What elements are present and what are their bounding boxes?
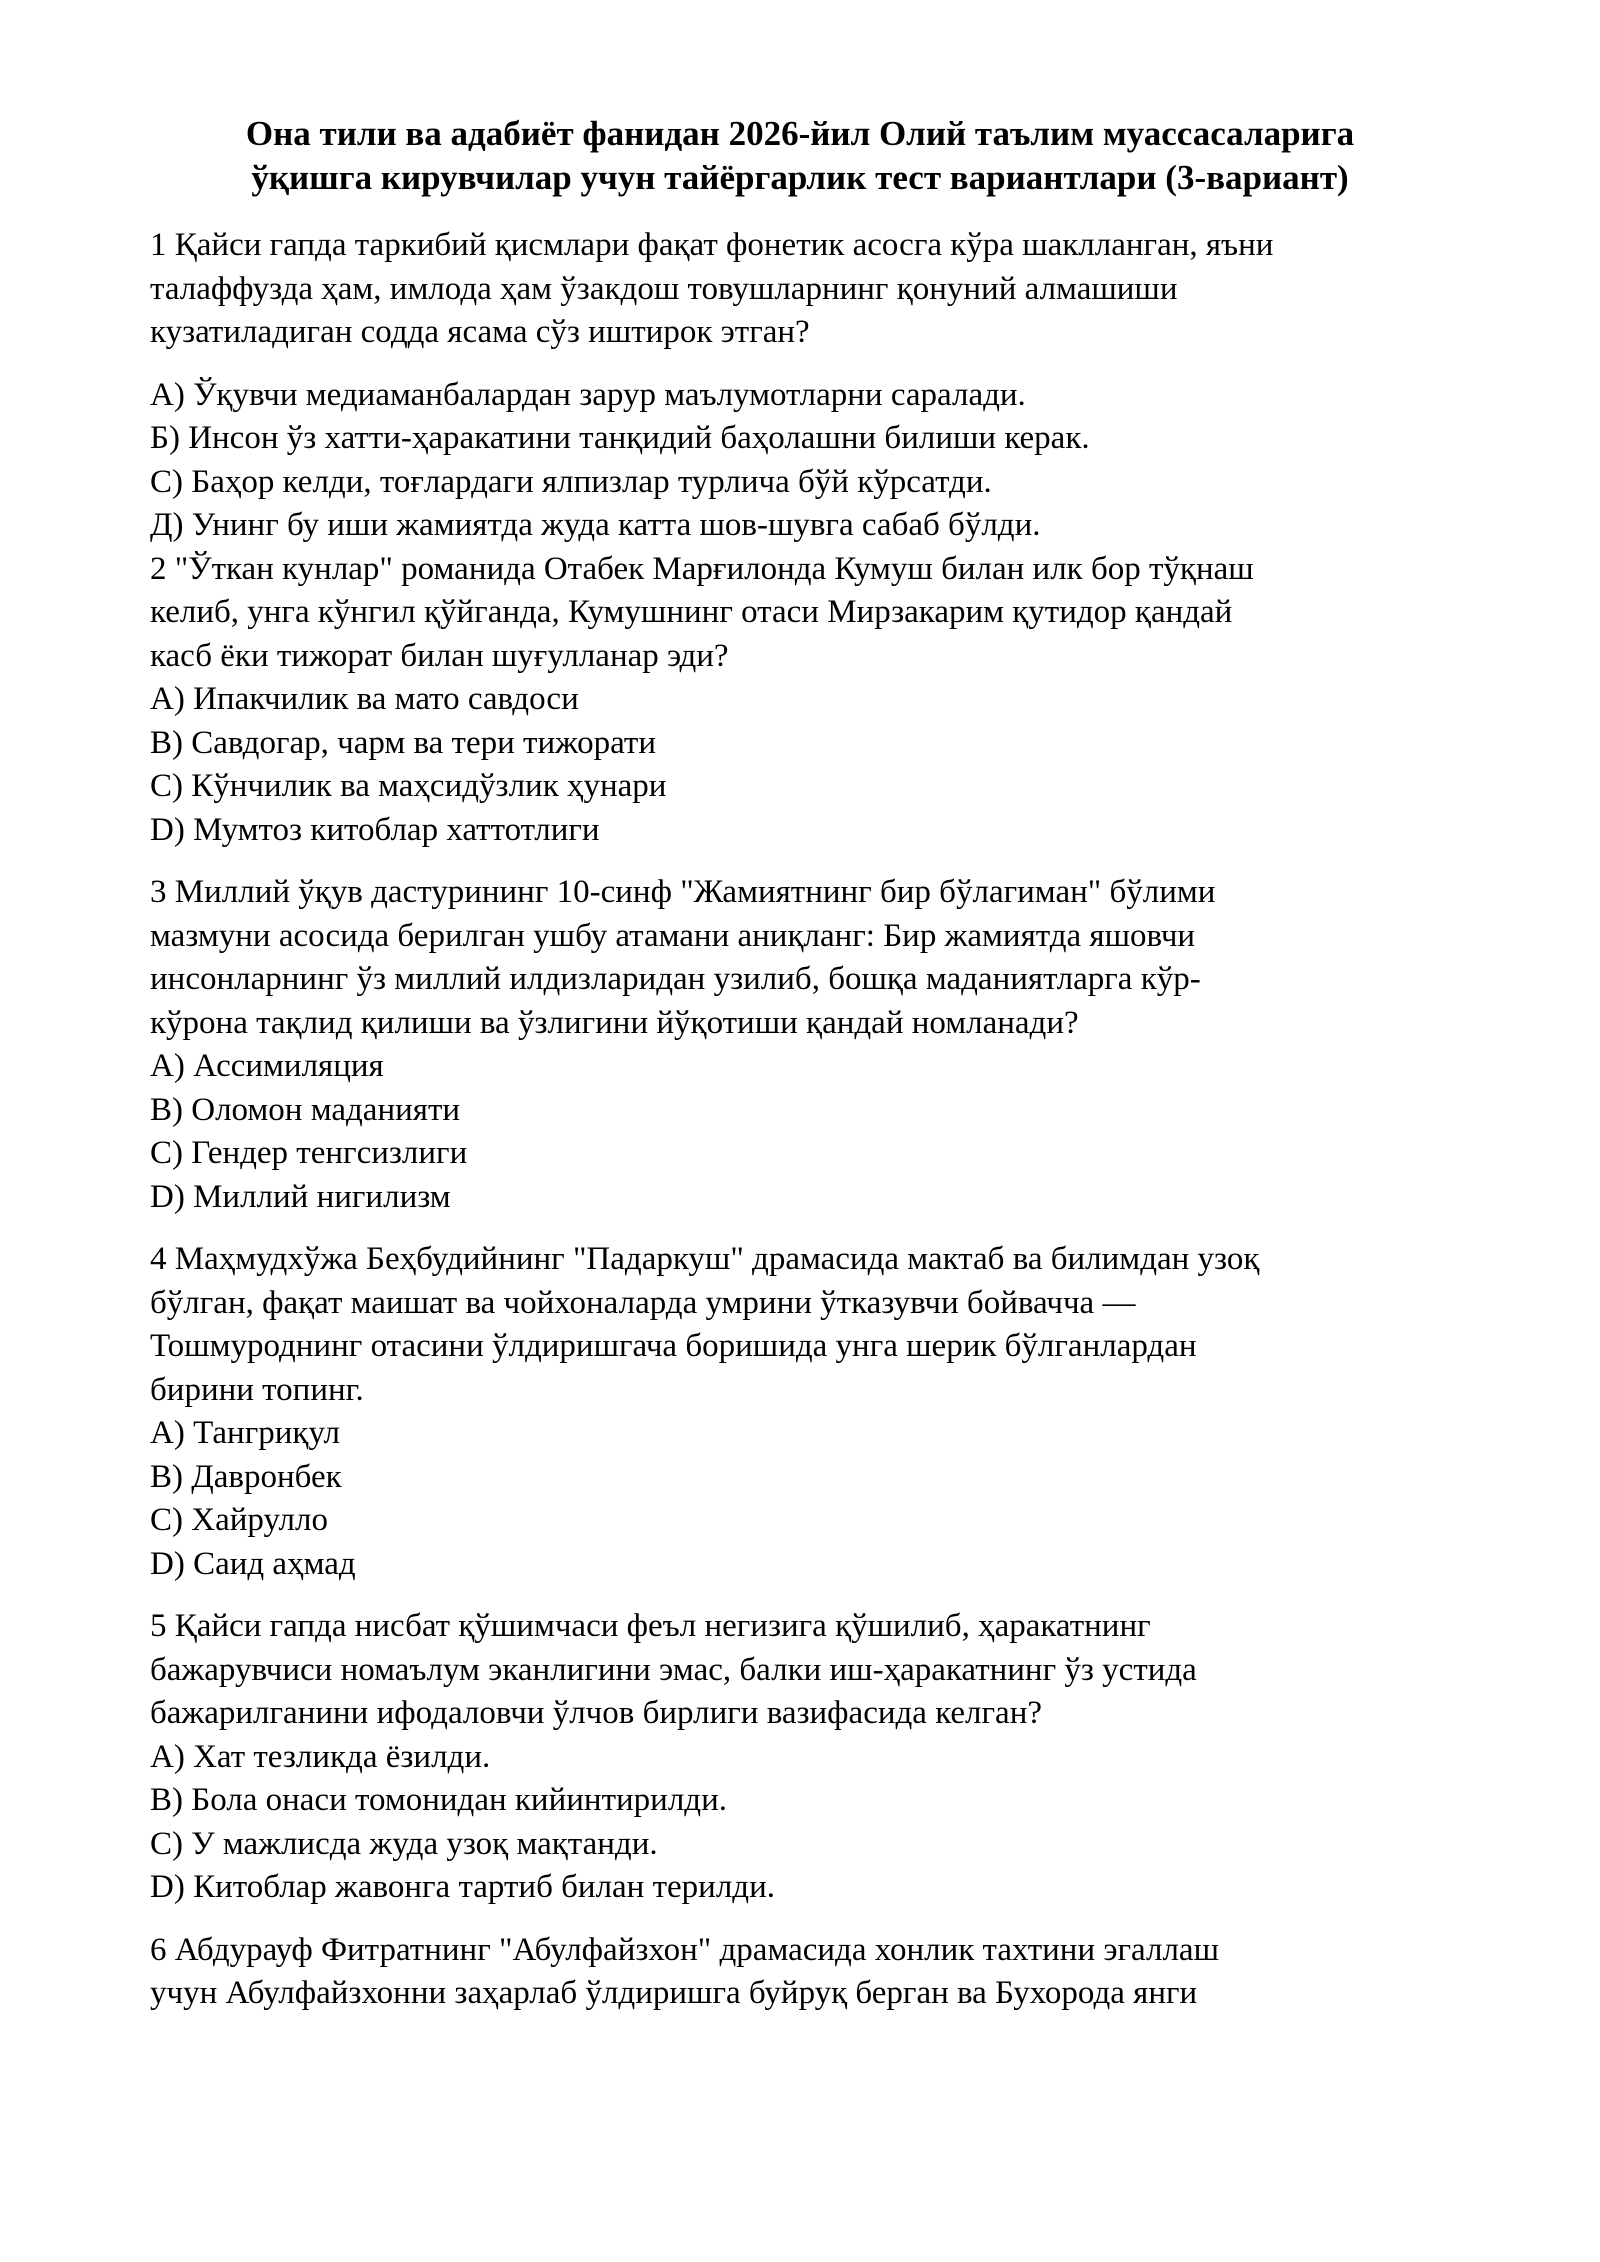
question-text-line: бажарилганини ифодаловчи ўлчов бирлиги вазифасида келган? <box>150 1695 1043 1731</box>
question-text-line: инсонларнинг ўз миллий илдизларидан узилиб, бошқа маданиятларга кўр- <box>150 961 1201 997</box>
question-text-line: Тошмуроднинг отасини ўлдиришгача боришида унга шерик бўлганлардан <box>150 1328 1197 1364</box>
question-text-line: бирини топинг. <box>150 1371 364 1408</box>
answer-option-b: Б) Инсон ўз хатти-ҳаракатини танқидий баҳолашни билиши керак. <box>150 420 1090 456</box>
question-text-line: келиб, унга кўнгил қўйганда, Кумушнинг отаси Мирзакарим қутидор қандай <box>150 594 1233 630</box>
question-text-line: 2 "Ўткан кунлар" романида Отабек Марғилонда Кумуш билан илк бор тўқнаш <box>150 550 1254 587</box>
answer-option-c: C) Гендер тенгсизлиги <box>150 1135 468 1171</box>
answer-options <box>150 1045 1470 1219</box>
answer-option-c: C) Кўнчилик ва маҳсидўзлик ҳунари <box>150 768 667 804</box>
answer-option-c: C) Хайрулло <box>150 1502 328 1538</box>
question-4 <box>150 1238 1470 1586</box>
answer-option-c: С) Баҳор келди, тоғлардаги ялпизлар турлича бўй кўрсатди. <box>150 463 992 500</box>
answer-option-c: C) У мажлисда жуда узоқ мақтанди. <box>150 1825 658 1862</box>
question-text-line: 5 Қайси гапда нисбат қўшимчаси феъл негизига қўшилиб, ҳаракатнинг <box>150 1608 1151 1644</box>
question-text-line: бажарувчиси номаълум эканлигини эмас, балки иш-ҳаракатнинг ўз устида <box>150 1651 1197 1688</box>
answer-option-d: Д) Унинг бу иши жамиятда жуда катта шов-шувга сабаб бўлди. <box>150 507 1041 543</box>
question-text-line: мазмуни асосида берилган ушбу атамани аниқланг: Бир жамиятда яшовчи <box>150 917 1196 954</box>
answer-option-a: A) Ассимиляция <box>150 1048 384 1084</box>
title-line-1: Она тили ва адабиёт фанидан 2026-йил Олий таълим муассасаларига <box>245 114 1355 153</box>
question-text-line: талаффузда ҳам, имлода ҳам ўзакдош товушларнинг қонуний алмашиши <box>150 270 1178 307</box>
question-6 <box>150 1929 1470 2016</box>
question-text-line: 1 Қайси гапда таркибий қисмлари фақат фонетик асосга кўра шаклланган, яъни <box>150 227 1274 263</box>
answer-option-d: D) Мумтоз китоблар хаттотлиги <box>150 811 600 848</box>
answer-options <box>150 1412 1470 1586</box>
answer-option-d: D) Миллий нигилизм <box>150 1178 451 1215</box>
question-3 <box>150 871 1470 1219</box>
answer-option-b: B) Савдогар, чарм ва тери тижорати <box>150 724 656 761</box>
question-text-line: бўлган, фақат маишат ва чойхоналарда умрини ўтказувчи бойвачча — <box>150 1284 1136 1321</box>
answer-option-a: A) Ипакчилик ва мато савдоси <box>150 681 579 717</box>
question-text-line: касб ёки тижорат билан шуғулланар эди? <box>150 637 729 674</box>
question-text-line: кузатиладиган содда ясама сўз иштирок этган? <box>150 314 810 350</box>
question-5 <box>150 1605 1470 1910</box>
question-text-line: 3 Миллий ўқув дастурининг 10-синф "Жамиятнинг бир бўлагиман" бўлими <box>150 874 1216 910</box>
question-1 <box>150 224 1470 548</box>
title-line-2: ўқишга кирувчилар учун тайёргарлик тест вариантлари (3-вариант) <box>251 158 1349 197</box>
answer-options <box>150 1736 1470 1910</box>
answer-option-a: A) Тангриқул <box>150 1415 340 1451</box>
answer-option-b: B) Давронбек <box>150 1458 342 1495</box>
document-title <box>150 112 1450 200</box>
answer-options <box>150 374 1470 548</box>
question-text-line: кўрона тақлид қилиши ва ўзлигини йўқотиши қандай номланади? <box>150 1004 1079 1041</box>
answer-option-a: A) Хат тезликда ёзилди. <box>150 1738 491 1775</box>
answer-option-a: А) Ўқувчи медиаманбалардан зарур маълумотларни саралади. <box>150 376 1026 413</box>
answer-option-d: D) Саид аҳмад <box>150 1545 356 1582</box>
questions-list <box>150 224 1470 2016</box>
answer-options <box>150 678 1470 852</box>
question-text-line: 4 Маҳмудхўжа Беҳбудийнинг "Падаркуш" драмасида мактаб ва билимдан узоқ <box>150 1241 1260 1277</box>
answer-option-b: B) Оломон маданияти <box>150 1091 461 1128</box>
answer-option-d: D) Китоблар жавонга тартиб билан терилди. <box>150 1869 775 1905</box>
answer-option-b: B) Бола онаси томонидан кийинтирилди. <box>150 1782 727 1818</box>
question-text-line: учун Абулфайзхонни заҳарлаб ўлдиришга буйруқ берган ва Бухорода янги <box>150 1975 1198 2011</box>
question-2 <box>150 548 1470 853</box>
question-text-line: 6 Абдурауф Фитратнинг "Абулфайзхон" драмасида хонлик тахтини эгаллаш <box>150 1931 1219 1968</box>
